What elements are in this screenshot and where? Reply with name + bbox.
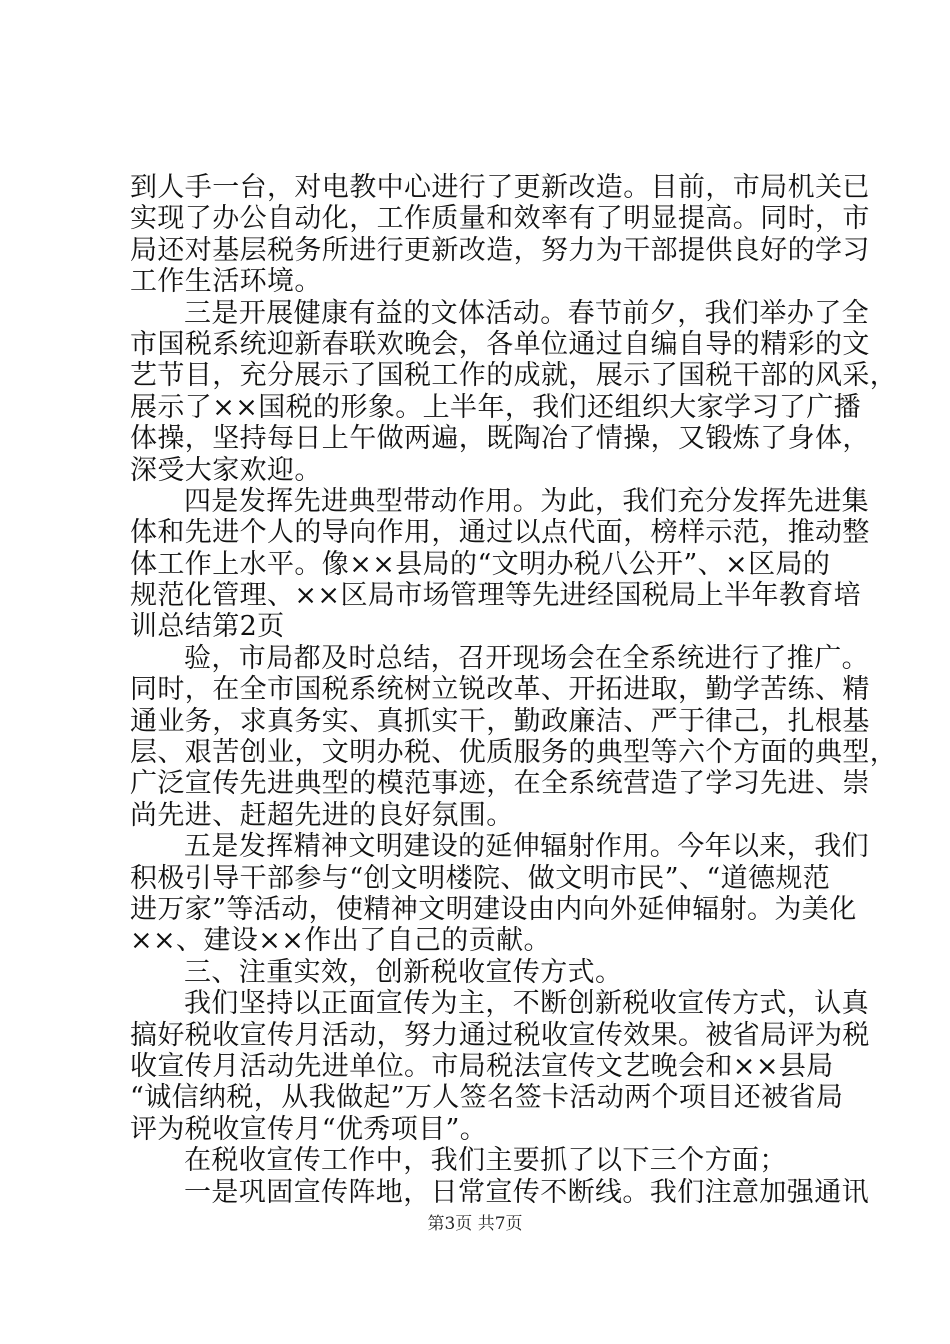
text-line: 艺节目，充分展示了国税工作的成就，展示了国税干部的风采， bbox=[130, 360, 898, 392]
text-line: ××、建设××作出了自己的贡献。 bbox=[130, 925, 551, 957]
text-line: 展示了××国税的形象。上半年，我们还组织大家学习了广播 bbox=[130, 391, 862, 423]
text-line: 到人手一台，对电教中心进行了更新改造。目前，市局机关已 bbox=[130, 172, 870, 203]
text-line: 进万家”等活动，使精神文明建设由内向外延伸辐射。为美化 bbox=[130, 893, 857, 925]
text-line: 尚先进、赶超先进的良好氛围。 bbox=[130, 799, 514, 831]
text-line: 广泛宣传先进典型的模范事迹，在全系统营造了学习先进、崇 bbox=[130, 768, 870, 800]
text-line: 评为税收宣传月“优秀项目”。 bbox=[130, 1113, 488, 1145]
text-line: 局还对基层税务所进行更新改造，努力为干部提供良好的学习 bbox=[130, 234, 870, 266]
text-line: 验，市局都及时总结，召开现场会在全系统进行了推广。 bbox=[184, 642, 869, 674]
text-line: 通业务，求真务实、真抓实干，勤政廉洁、严于律己，扎根基 bbox=[130, 705, 870, 737]
text-line: 一是巩固宣传阵地，日常宣传不断线。我们注意加强通讯 bbox=[184, 1176, 869, 1208]
text-line: 体和先进个人的导向作用，通过以点代面，榜样示范，推动整 bbox=[130, 517, 870, 549]
text-line: 五是发挥精神文明建设的延伸辐射作用。今年以来，我们 bbox=[184, 831, 869, 863]
document-body bbox=[130, 172, 898, 1208]
text-line: 深受大家欢迎。 bbox=[130, 454, 322, 486]
text-line: 收宣传月活动先进单位。市局税法宣传文艺晚会和××县局 bbox=[130, 1050, 834, 1082]
text-line: 训总结第2页 bbox=[130, 611, 285, 643]
text-line: 体工作上水平。像××县局的“文明办税八公开”、×区局的 bbox=[130, 548, 831, 580]
text-line: 我们坚持以正面宣传为主，不断创新税收宣传方式，认真 bbox=[184, 988, 869, 1020]
text-line: “诚信纳税，从我做起”万人签名签卡活动两个项目还被省局 bbox=[130, 1082, 844, 1114]
text-line: 三、注重实效，创新税收宣传方式。 bbox=[184, 956, 623, 988]
text-line: 工作生活环境。 bbox=[130, 266, 322, 298]
text-line: 在税收宣传工作中，我们主要抓了以下三个方面； bbox=[184, 1145, 787, 1177]
page-number-label: 第3页 共7页 bbox=[427, 1214, 523, 1234]
text-line: 实现了办公自动化，工作质量和效率有了明显提高。同时，市 bbox=[130, 203, 870, 235]
page-footer bbox=[0, 1214, 950, 1234]
text-line: 积极引导干部参与“创文明楼院、做文明市民”、“道德规范 bbox=[130, 862, 831, 894]
text-line: 体操，坚持每日上午做两遍，既陶冶了情操，又锻炼了身体， bbox=[130, 423, 870, 455]
text-line: 三是开展健康有益的文体活动。春节前夕，我们举办了全 bbox=[184, 297, 869, 329]
text-line: 市国税系统迎新春联欢晚会，各单位通过自编自导的精彩的文 bbox=[130, 328, 870, 360]
text-line: 搞好税收宣传月活动，努力通过税收宣传效果。被省局评为税 bbox=[130, 1019, 870, 1051]
text-line: 规范化管理、××区局市场管理等先进经国税局上半年教育培 bbox=[130, 580, 862, 612]
text-line: 同时，在全市国税系统树立锐改革、开拓进取，勤学苦练、精 bbox=[130, 674, 870, 706]
text-line: 层、艰苦创业，文明办税、优质服务的典型等六个方面的典型， bbox=[130, 737, 898, 769]
text-line: 四是发挥先进典型带动作用。为此，我们充分发挥先进集 bbox=[184, 485, 869, 517]
